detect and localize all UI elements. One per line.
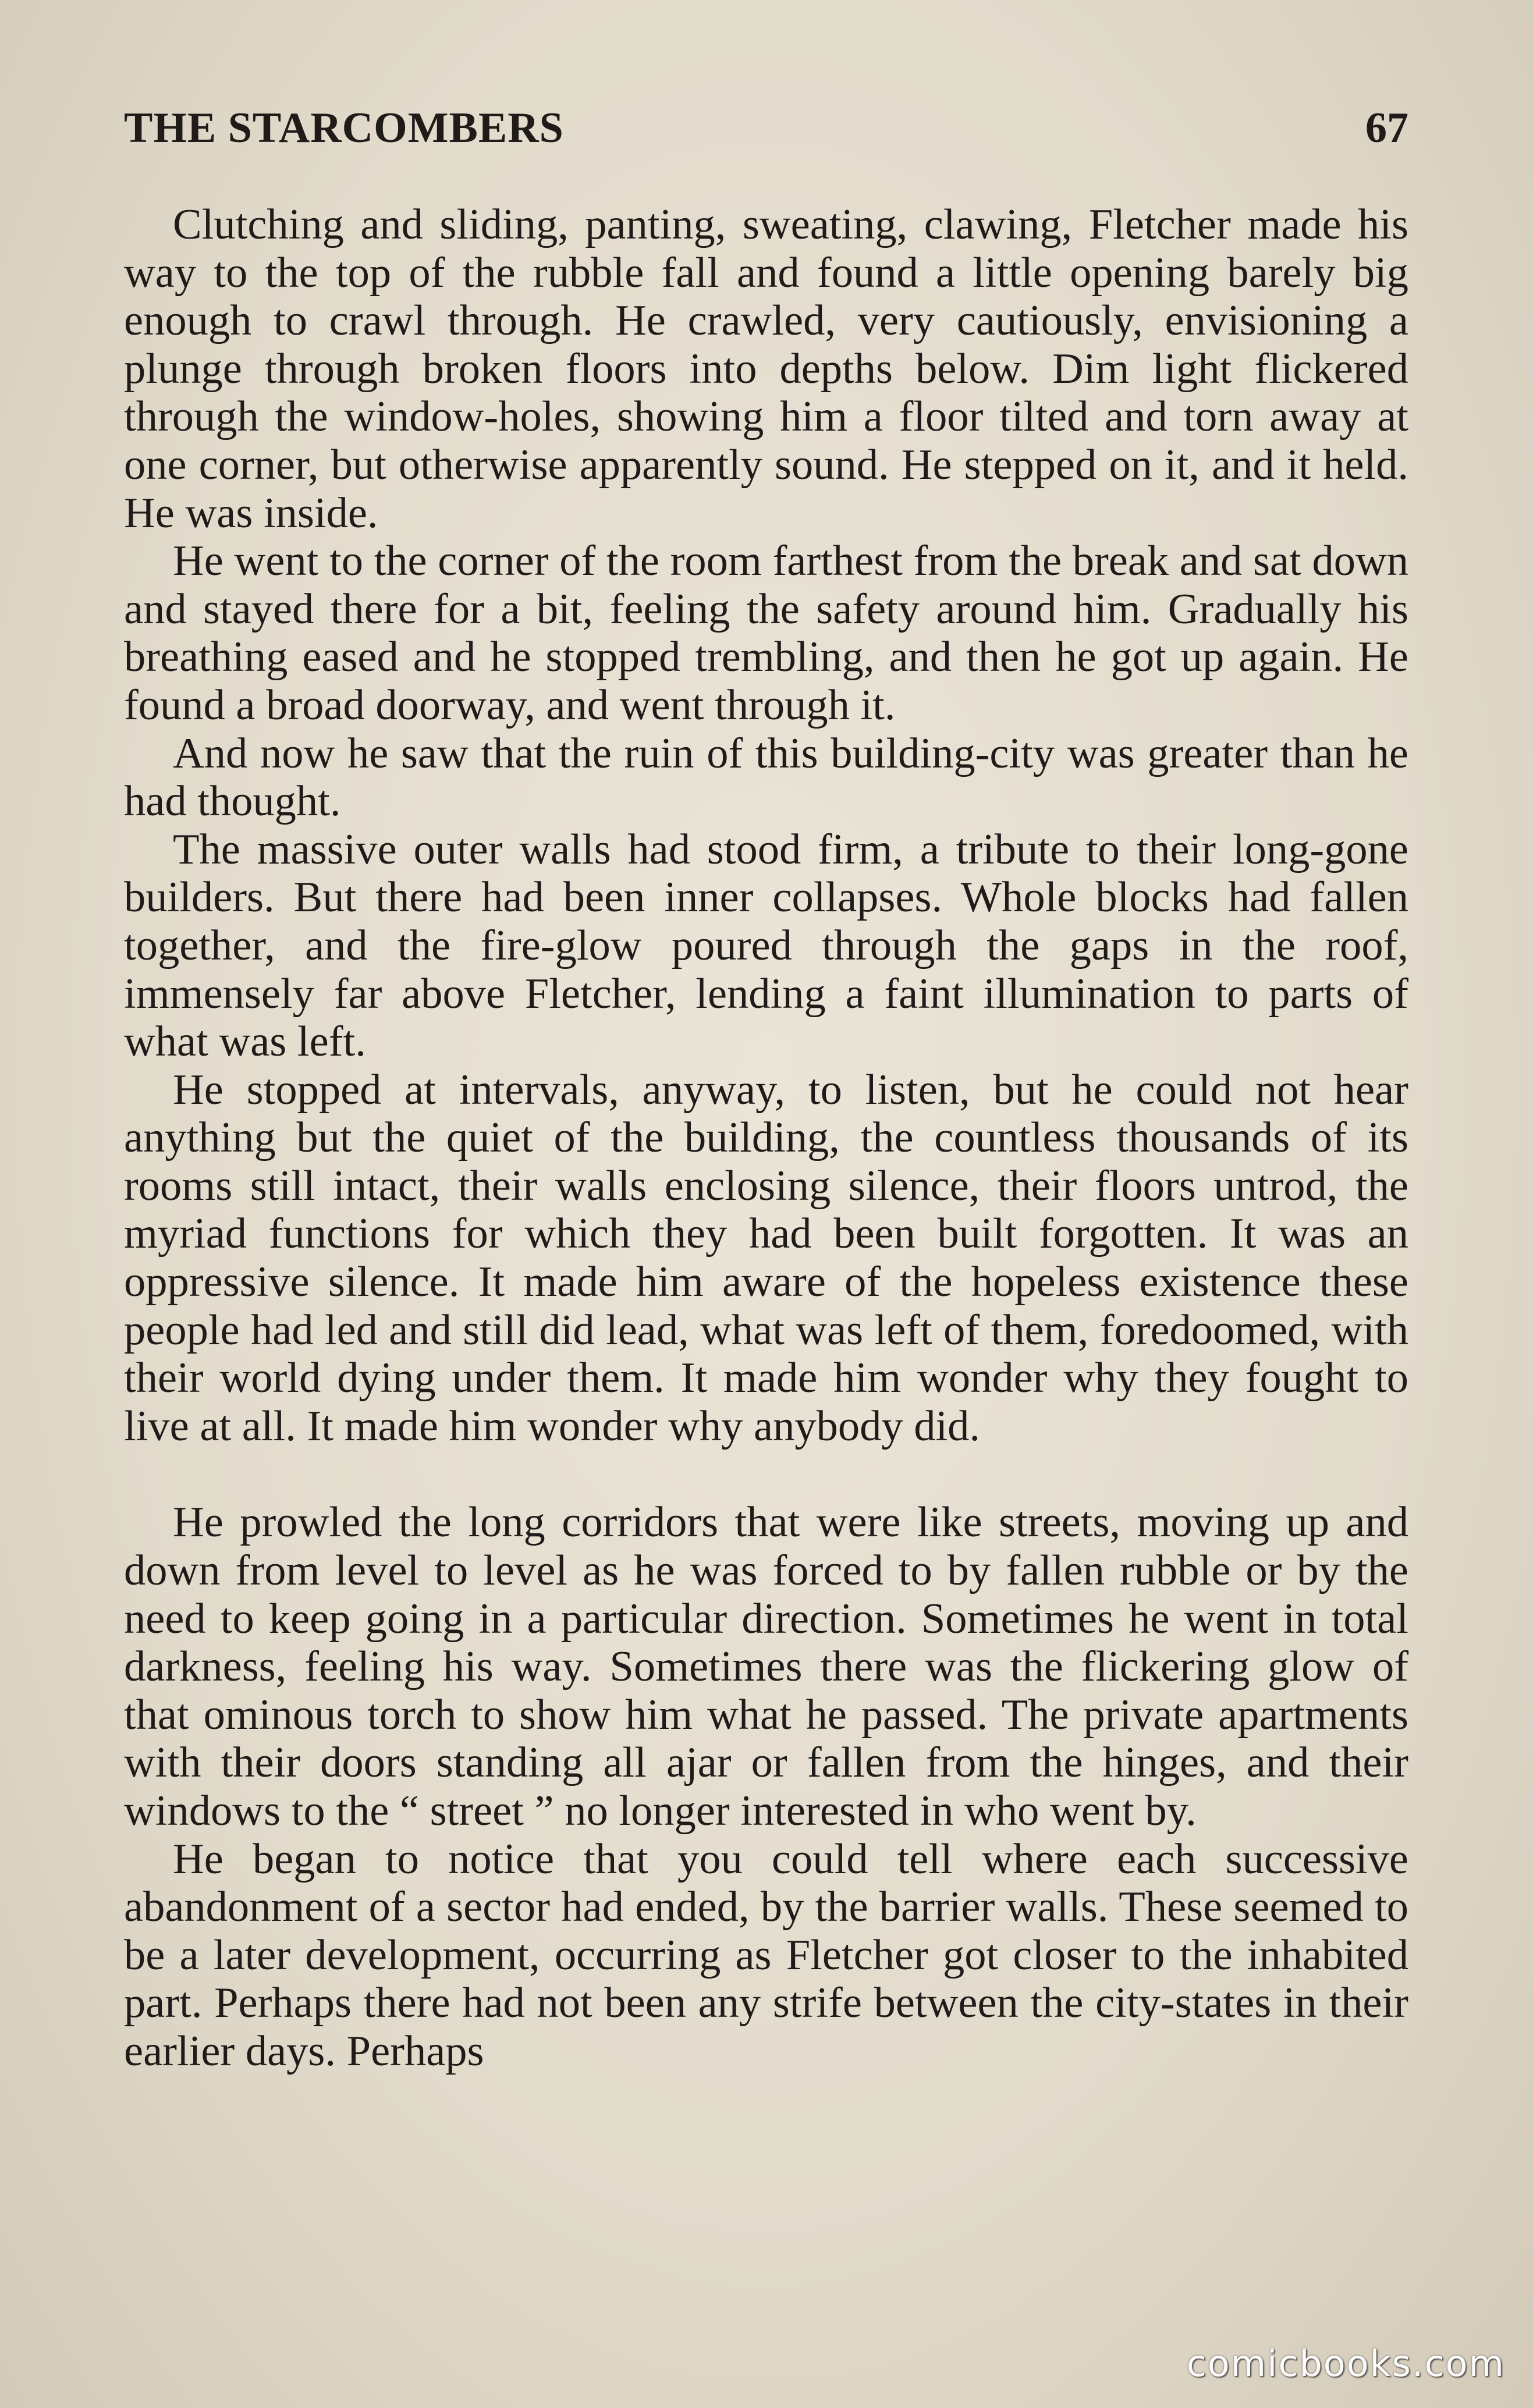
watermark: comicbooks.com — [1186, 2342, 1505, 2385]
paragraph-6: He prowled the long corridors that were like streets, moving up and down from level to level as he was forced to by fallen rubble or by the need to keep going in a particular direction. Sometimes he went in total darkness, feeling his way. Sometimes there was the flickering glow of that ominous torch to show him what he passed. The private apartments with their doors standing all ajar or fallen from the hinges, and their windows to the “ street ” no longer interested in who went by. — [124, 1498, 1408, 1835]
paragraph-7: He began to notice that you could tell where each successive abandonment of a sector had ended, by the barrier walls. These seemed to be a later development, occurring as Fletcher got closer to the inhabited part. Perhaps there had not been any strife between the city-states in their earlier days. Perhaps — [124, 1835, 1408, 2075]
paragraph-2: He went to the corner of the room farthest from the break and sat down and stayed there for a bit, feeling the safety around him. Gradually his breathing eased and he stopped trembling, and then he got up again. He found a broad doorway, and went through it. — [124, 537, 1408, 729]
paragraph-4: The massive outer walls had stood firm, a tribute to their long-gone builders. But there had been inner collapses. Whole blocks had fallen together, and the fire-glow poured through the gaps in the roof, immensely far above Fletcher, lending a faint illumination to parts of what was left. — [124, 825, 1408, 1066]
paragraph-1: Clutching and sliding, panting, sweating, clawing, Fletcher made his way to the top of the rubble fall and found a little opening barely big enough to crawl through. He crawled, very cautiously, envisioning a plunge through broken floors into depths below. Dim light flickered through the window-holes, showing him a floor tilted and torn away at one corner, but otherwise apparently sound. He stepped on it, and it held. He was inside. — [124, 201, 1408, 537]
paragraph-5: He stopped at intervals, anyway, to listen, but he could not hear anything but the quiet of the building, the countless thousands of its rooms still intact, their walls enclosing silence, their floors untrod, the myriad functions for which they had been built forgotten. It was an oppressive silence. It made him aware of the hopeless existence these people had led and still did lead, what was left of them, foredoomed, with their world dying under them. It made him wonder why they fought to live at all. It made him wonder why anybody did. — [124, 1066, 1408, 1450]
section-break — [124, 1450, 1408, 1498]
page-number: 67 — [1365, 104, 1408, 152]
running-head: THE STARCOMBERS — [124, 104, 564, 152]
page-header — [124, 104, 1408, 168]
body-text — [124, 201, 1408, 2076]
paragraph-3: And now he saw that the ruin of this building-city was greater than he had thought. — [124, 729, 1408, 826]
